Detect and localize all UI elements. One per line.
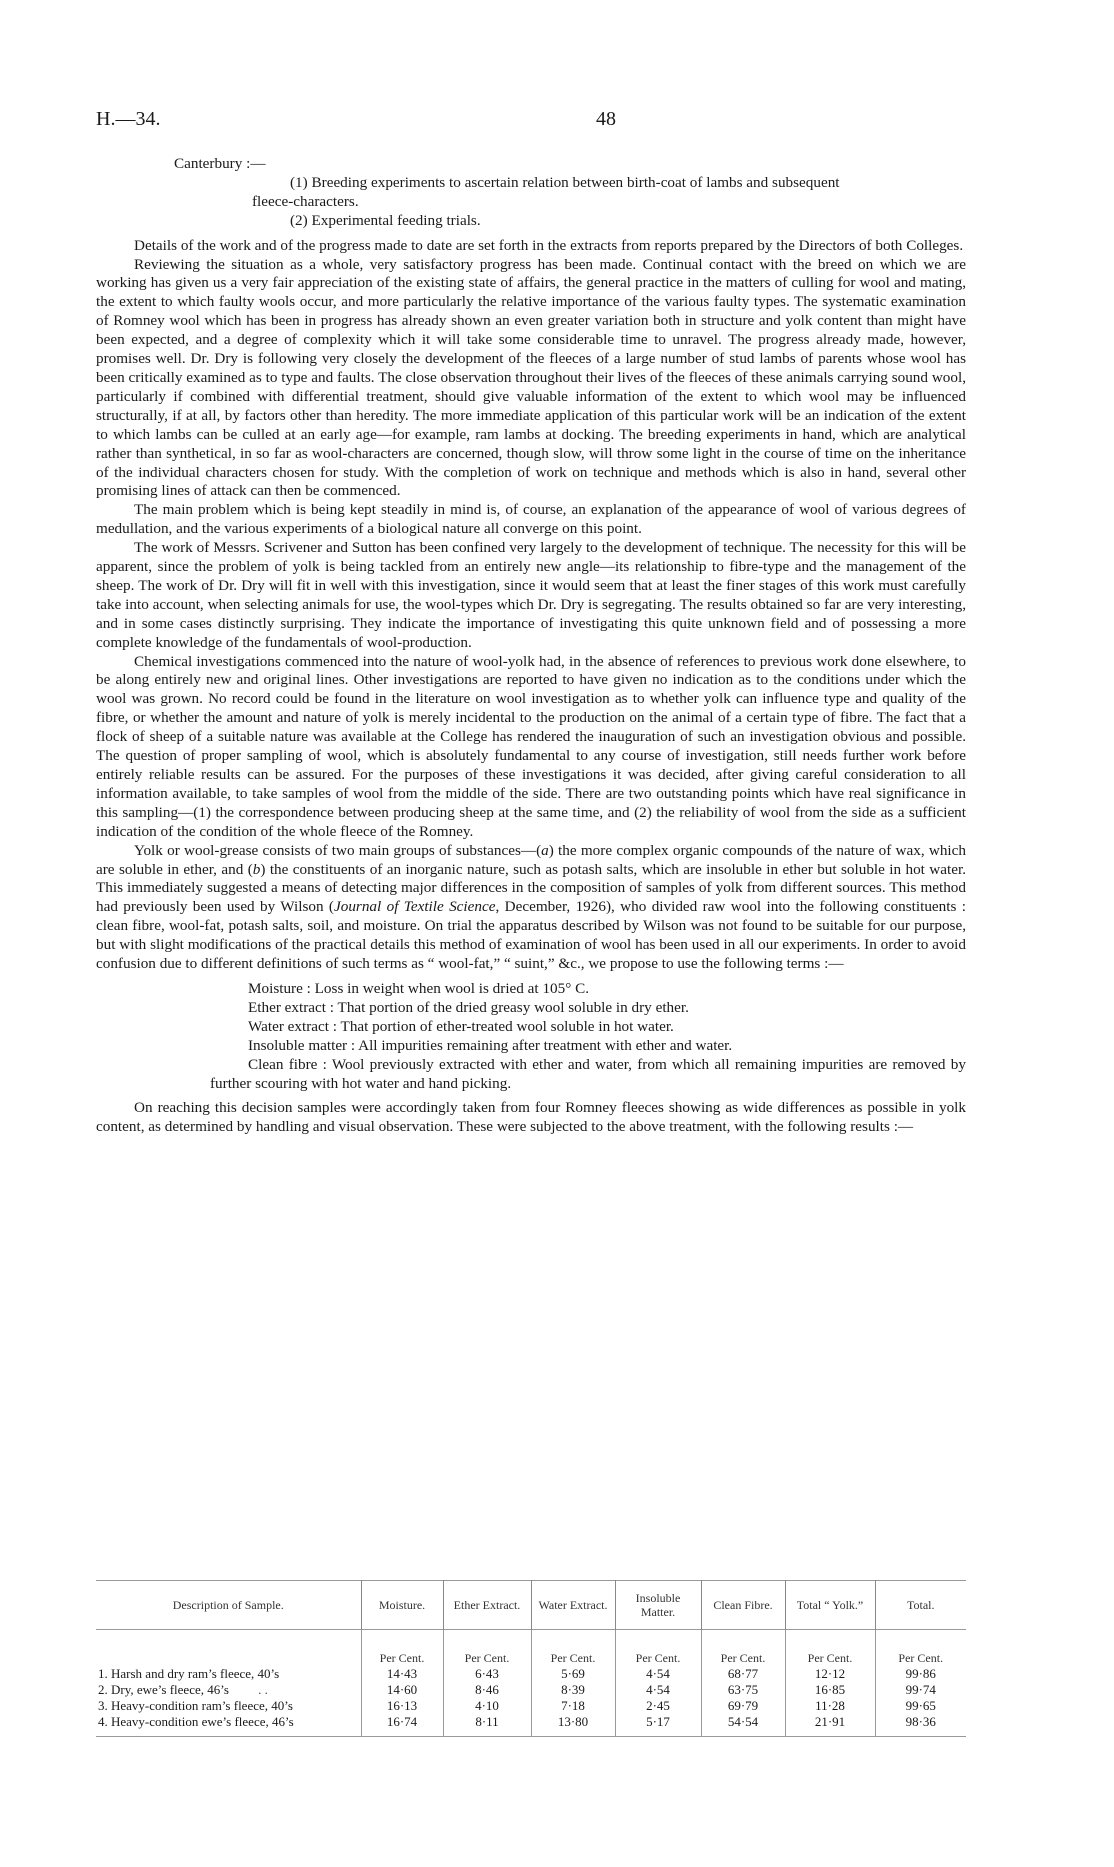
sample-description-text: 2. Dry, ewe’s fleece, 46’s — [98, 1682, 229, 1697]
units-cell: Per Cent. — [785, 1630, 875, 1667]
value-insoluble-matter: 2·45 — [615, 1698, 701, 1714]
experiment-number: (1) — [290, 173, 308, 191]
definition-ether-extract — [174, 999, 966, 1018]
col-header-total: Total. — [875, 1581, 966, 1630]
value-clean-fibre: 54·54 — [701, 1714, 785, 1737]
value-insoluble-matter: 4·54 — [615, 1666, 701, 1682]
table-row — [96, 1666, 966, 1682]
definition-clean-fibre — [174, 1056, 966, 1094]
definition-insoluble-matter — [174, 1037, 966, 1056]
units-row — [96, 1630, 966, 1667]
value-total: 99·65 — [875, 1698, 966, 1714]
definition-term: Insoluble matter : — [248, 1036, 356, 1054]
value-total-yolk: 12·12 — [785, 1666, 875, 1682]
sample-description — [96, 1698, 361, 1714]
table-row — [96, 1714, 966, 1737]
value-water-extract: 5·69 — [531, 1666, 615, 1682]
value-total: 99·86 — [875, 1666, 966, 1682]
sample-description-text: 3. Heavy-condition ram’s fleece, 40’s — [98, 1698, 293, 1713]
definition-term: Ether extract : — [248, 998, 335, 1016]
col-header-total-yolk: Total “ Yolk.” — [785, 1581, 875, 1630]
value-total-yolk: 16·85 — [785, 1682, 875, 1698]
table-row — [96, 1682, 966, 1698]
value-ether-extract: 8·11 — [443, 1714, 531, 1737]
table-header-row — [96, 1581, 966, 1630]
paragraph-chemical: Chemical investigations commenced into the nature of wool-yolk had, in the absence of references to previous work done elsewhere, to be along entirely new and original lines. Other investigations are reported to have given no indication as to the conditions under which the wool was grown. No record could be found in the literature on wool investigation as to whether yolk can influence type and quality of the fibre, or whether the amount and nature of yolk is merely incidental to the production on the animal of a certain type of fibre. The fact that a flock of sheep of a suitable nature was available at the College has rendered the inauguration of such an investigation obvious and possible. The question of proper sampling of wool, which is absolutely fundamental to any course of investigation, still needs further work before entirely reliable results can be assured. For the purposes of these investigations it was decided, after giving careful consideration to all information available, to take samples of wool from the middle of the side. There are two outstanding points which have real significance in this sampling—(1) the correspondence between producing sheep at the same time, and (2) the reliability of wool from the side as a sufficient indication of the condition of the whole fleece of the Romney. — [96, 652, 966, 840]
value-ether-extract: 8·46 — [443, 1682, 531, 1698]
yolk-text-4: , December, 1926), who divided raw wool into the following constituents : clean fibre, wool-fat, potash salts, soil, and moisture. On trial the apparatus described by Wilson was not found to be suitable for our purpose, but with slight modifications of the practical details this method of examination of wool has been used in all our experiments. In order to avoid confusion due to different definitions of such terms as “ wool-fat,” “ suint,” &c., we propose to use the following terms :— — [96, 898, 966, 973]
body-text — [96, 155, 966, 1137]
value-moisture: 14·60 — [361, 1682, 443, 1698]
value-total: 99·74 — [875, 1682, 966, 1698]
definition-term: Clean fibre : — [248, 1055, 327, 1073]
col-header-moisture: Moisture. — [361, 1581, 443, 1630]
value-clean-fibre: 69·79 — [701, 1698, 785, 1714]
definition-text: Wool previously extracted with ether and water, from which all remaining impurities are removed by further scouring with hot water and hand picking. — [210, 1055, 966, 1092]
value-total-yolk: 11·28 — [785, 1698, 875, 1714]
value-water-extract: 7·18 — [531, 1698, 615, 1714]
intro-line: Canterbury :— — [174, 155, 266, 172]
report-code: H.—34. — [96, 108, 161, 130]
paragraph-scrivener-sutton: The work of Messrs. Scrivener and Sutton has been confined very largely to the development of technique. The necessity for this will be apparent, since the problem of yolk is being tackled from an entirely new angle—its relationship to fibre-type and the management of the sheep. The work of Dr. Dry will fit in well with this investigation, since it would seem that at least the finer stages of this work must carefully take into account, when selecting animals for use, the wool-types which Dr. Dry is segregating. The results obtained so far are very interesting, and in some cases distinctly surprising. They indicate the importance of investigating this quite unknown field and of possessing a more complete knowledge of the fundamentals of wool-production. — [96, 539, 966, 651]
definition-text: That portion of ether-treated wool soluble in hot water. — [340, 1017, 674, 1035]
yolk-a: a — [541, 841, 549, 859]
experiment-text-cont: fleece-characters. — [252, 192, 359, 210]
value-total-yolk: 21·91 — [785, 1714, 875, 1737]
page-number: 48 — [596, 108, 616, 130]
value-ether-extract: 4·10 — [443, 1698, 531, 1714]
units-cell: Per Cent. — [615, 1630, 701, 1667]
units-cell: Per Cent. — [361, 1630, 443, 1667]
value-total: 98·36 — [875, 1714, 966, 1737]
definition-moisture — [174, 980, 966, 999]
sample-description — [96, 1666, 361, 1682]
leader-dots: . . — [258, 1682, 268, 1697]
units-cell: Per Cent. — [875, 1630, 966, 1667]
value-insoluble-matter: 5·17 — [615, 1714, 701, 1737]
paragraph-details: Details of the work and of the progress made to date are set forth in the extracts from reports prepared by the Directors of both Colleges. — [134, 236, 964, 254]
experiment-text: Breeding experiments to ascertain relation between birth-coat of lambs and subsequent — [311, 173, 840, 191]
value-clean-fibre: 68·77 — [701, 1666, 785, 1682]
value-water-extract: 13·80 — [531, 1714, 615, 1737]
results-table — [96, 1580, 966, 1737]
sample-description-text: 1. Harsh and dry ram’s fleece, 40’s — [98, 1666, 280, 1681]
journal-title: Journal of Textile Science — [334, 898, 496, 916]
sample-description — [96, 1682, 361, 1698]
col-header-clean-fibre: Clean Fibre. — [701, 1581, 785, 1630]
table-row — [96, 1698, 966, 1714]
definitions-list — [96, 980, 966, 1093]
value-water-extract: 8·39 — [531, 1682, 615, 1698]
col-header-water-extract: Water Extract. — [531, 1581, 615, 1630]
yolk-b: b — [252, 860, 261, 878]
paragraph-reviewing: Reviewing the situation as a whole, very satisfactory progress has been made. Continual contact with the breed on which we are working has given us a very fair appreciation of the existing state of affairs, the general practice in the matters of culling for wool and mating, the extent to which faulty wools occur, and more particularly the relative importance of the various faulty types. The systematic examination of Romney wool which has been in progress has already shown an even greater variation both in structure and yolk content than might have been expected, and a degree of complexity which it will take some considerable time to unravel. The progress already made, however, promises well. Dr. Dry is following very closely the development of the fleeces of a large number of stud lambs of parents whose wool has been critically examined as to type and faults. The close observation throughout their lives of the fleeces of these animals carrying sound wool, particularly if combined with differential treatment, should give valuable information of the extent to which wool may be influenced structurally, if at all, by factors other than heredity. The more immediate application of this particular work will be an indication of the extent to which lambs can be culled at an early age—for example, ram lambs at docking. The breeding experiments in hand, which are analytical rather than synthetical, in so far as wool-characters are concerned, though slow, will throw some light in the course of time on the inheritance of the individual characters chosen for study. With the completion of work on technique and methods which is also in hand, several other promising lines of attack can then be commenced. — [96, 255, 966, 500]
col-header-insoluble-matter: Insoluble Matter. — [615, 1581, 701, 1630]
value-ether-extract: 6·43 — [443, 1666, 531, 1682]
experiment-text: Experimental feeding trials. — [311, 211, 481, 229]
col-header-ether-extract: Ether Extract. — [443, 1581, 531, 1630]
paragraph-closing: On reaching this decision samples were accordingly taken from four Romney fleeces showing as wide differences as possible in yolk content, as determined by handling and visual observation. These were subjected to the above treatment, with the following results :— — [96, 1099, 966, 1136]
definition-text: Loss in weight when wool is dried at 105° C. — [314, 979, 590, 997]
yolk-text-1: Yolk or wool-grease consists of two main groups of substances—( — [134, 841, 542, 859]
paragraph-yolk — [96, 842, 966, 974]
experiment-item-2 — [96, 212, 966, 231]
value-clean-fibre: 63·75 — [701, 1682, 785, 1698]
value-moisture: 16·74 — [361, 1714, 443, 1737]
experiment-number: (2) — [290, 211, 308, 229]
yolk-text-3: ) the constituents of an inorganic nature, such as potash salts, which are insoluble in ether but soluble in hot water. This immediately suggested a means of detecting major differences in the composition of samples of yolk from different sources. This method had previously been used by Wilson ( — [96, 860, 966, 916]
definition-text: That portion of the dried greasy wool soluble in dry ether. — [337, 998, 689, 1016]
definition-water-extract — [174, 1018, 966, 1037]
paragraph-main-problem: The main problem which is being kept steadily in mind is, of course, an explanation of the appearance of wool of various degrees of medullation, and the various experiments of a biological nature all converge on this point. — [96, 501, 966, 538]
units-cell: Per Cent. — [531, 1630, 615, 1667]
sample-description-text: 4. Heavy-condition ewe’s fleece, 46’s — [98, 1714, 294, 1729]
yolk-text-2: ) the more complex organic compounds of the nature of wax, which are soluble in ether, and ( — [96, 841, 966, 878]
col-header-description: Description of Sample. — [172, 1598, 284, 1612]
units-cell: Per Cent. — [443, 1630, 531, 1667]
units-cell-blank — [96, 1630, 361, 1667]
sample-description — [96, 1714, 361, 1737]
page-header — [96, 108, 966, 138]
definition-term: Moisture : — [248, 979, 311, 997]
value-moisture: 16·13 — [361, 1698, 443, 1714]
value-insoluble-matter: 4·54 — [615, 1682, 701, 1698]
value-moisture: 14·43 — [361, 1666, 443, 1682]
units-cell: Per Cent. — [701, 1630, 785, 1667]
definition-term: Water extract : — [248, 1017, 338, 1035]
experiment-item-1 — [96, 174, 966, 212]
definition-text: All impurities remaining after treatment with ether and water. — [358, 1036, 733, 1054]
